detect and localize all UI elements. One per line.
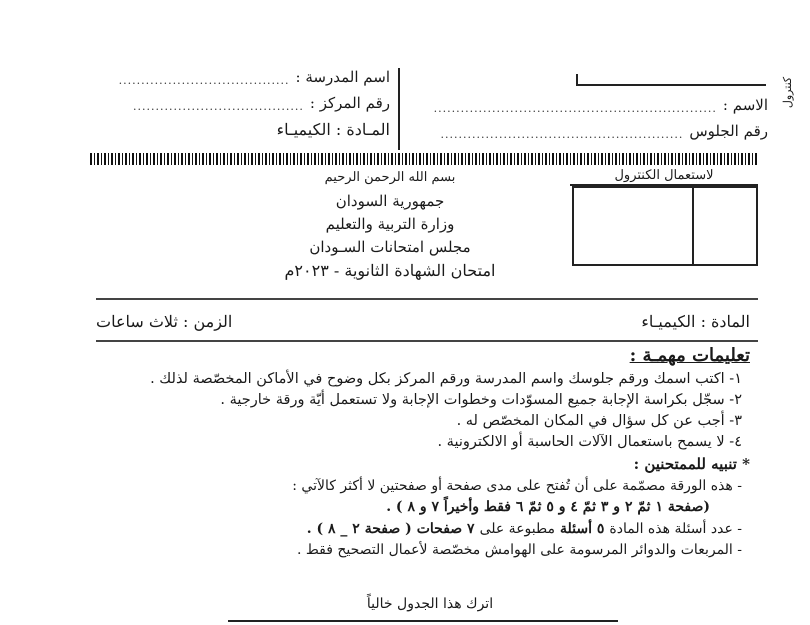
exam-name: امتحان الشهادة الثانوية - ٢٠٢٣م [284,261,496,280]
republic-title: جمهورية السودان [335,192,445,210]
left-header-block [90,68,390,148]
center-number-row [133,94,390,113]
seat-number-row [441,122,768,141]
control-box [570,168,758,266]
barcode-strip [90,153,758,165]
seat-number-label: رقم الجلوس [689,122,768,140]
footer-rule [228,620,618,622]
control-cell-right [694,188,756,264]
right-header-block [408,68,768,148]
footer-note: اترك هذا الجدول خالياً [366,596,494,612]
rule-mid [96,340,758,342]
time-line: الزمن : ثلاث ساعات [96,312,233,331]
seat-number-field[interactable]: ...................................................... [440,128,684,141]
name-row [434,96,768,115]
notice-title: * تنبيه للممتحنين : [633,455,750,473]
instruction-item: ٣- أجب عن كل سؤال في المكان المخصّص له . [456,413,742,429]
subject-row [277,120,390,139]
instruction-item: ٢- سجّل بكراسة الإجابة جميع المسوّدات وخطوات الإجابة ولا تستعمل أيّة ورقة خارجية . [220,392,742,408]
name-label: الاسم : [722,96,768,114]
header-vertical-divider [398,68,400,150]
notice-page-order: (صفحة ١ ثمّ ٢ و ٣ ثمّ ٤ و ٥ ثمّ ٦ فقط وأخيراً ٧ و ٨ ) . [386,499,710,515]
instruction-item: ١- اكتب اسمك ورقم جلوسك واسم المدرسة ورقم المركز بكل وضوح في الأماكن المخصّصة لذلك . [150,371,742,387]
control-cell-left [574,188,694,264]
instructions-title: تعليمات مهمـة : [629,345,750,366]
notice-line: - المربعات والدوائر المرسومة على الهوامش مخصّصة لأعمال التصحيح فقط . [296,542,742,558]
rule-top [96,298,758,300]
exam-header [250,170,530,295]
exam-council-title: مجلس امتحانات السـودان [309,238,471,256]
subject-label-top: المـادة : الكيميـاء [276,120,390,139]
school-name-field[interactable]: ...................................... [118,74,290,87]
center-number-label: رقم المركز : [309,94,390,112]
school-name-row [119,68,390,87]
ministry-title: وزارة التربية والتعليم [325,215,455,233]
instruction-item: ٤- لا يسمح باستعمال الآلات الحاسبة أو الالكترونية . [437,434,742,450]
control-corner-label: كنترول [781,76,795,109]
school-name-label: اسم المدرسة : [295,68,390,86]
notice-question-count: - عدد أسئلة هذه المادة ٥ أسئلة مطبوعة على ٧ صفحات ( صفحة ٢ _ ٨ ) . [306,521,742,537]
notice-line: - هذه الورقة مصمّمة على أن تُفتح على مدى صفحة أو صفحتين لا أكثر كالآتي : [292,478,742,494]
corner-bracket-line [576,74,766,86]
control-box-label: لاستعمال الكنترول [570,168,758,186]
subject-line: المادة : الكيميـاء [641,312,750,331]
instructions-section [90,345,750,595]
control-grid [572,186,758,266]
name-field[interactable]: ............................................................... [433,102,717,115]
basmala: بسم الله الرحمن الرحيم [324,170,456,185]
center-number-field[interactable]: ...................................... [133,100,304,113]
